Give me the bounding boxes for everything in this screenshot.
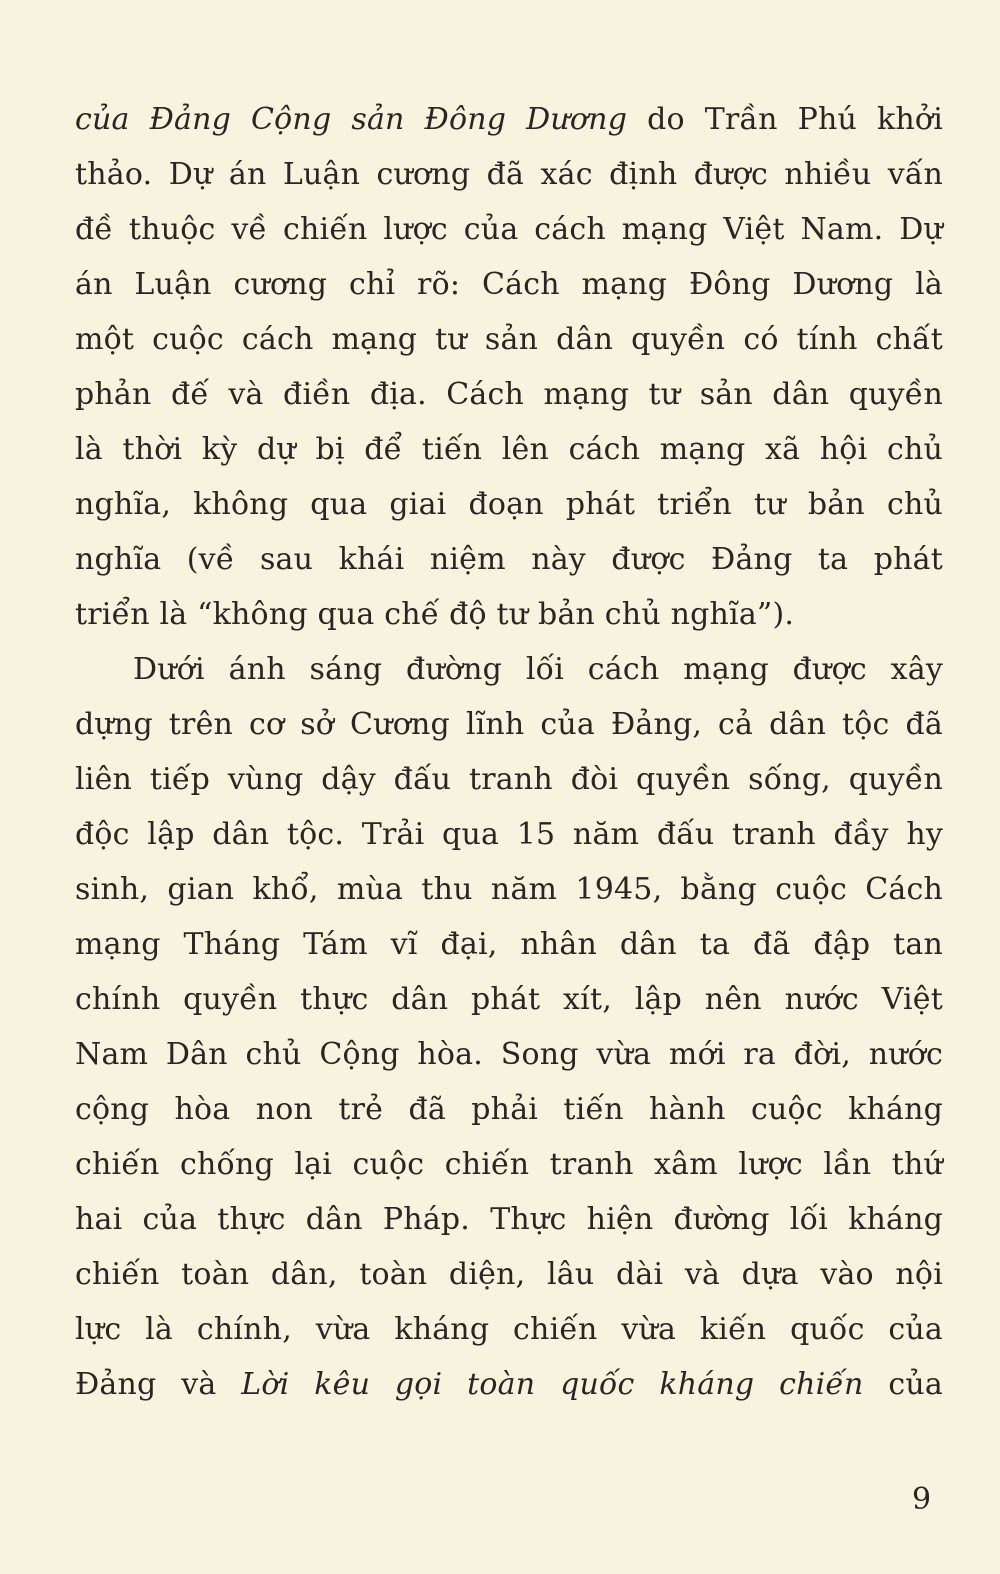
- text-line: [75, 972, 943, 1027]
- text-segment: là thời kỳ dự bị để tiến lên cách mạng xã hội chủ: [75, 432, 943, 467]
- text-line: [75, 587, 943, 642]
- text-segment: độc lập dân tộc. Trải qua 15 năm đấu tranh đầy hy: [75, 817, 943, 852]
- text-segment: chiến chống lại cuộc chiến tranh xâm lược lần thứ: [75, 1147, 943, 1182]
- text-segment: một cuộc cách mạng tư sản dân quyền có tính chất: [75, 322, 943, 357]
- text-line: [75, 312, 943, 367]
- text-line: [75, 147, 943, 202]
- text-segment: chiến toàn dân, toàn diện, lâu dài và dựa vào nội: [75, 1257, 943, 1292]
- italic-text-segment: Lời kêu gọi toàn quốc kháng chiến: [241, 1367, 864, 1402]
- page-number: 9: [912, 1482, 932, 1517]
- text-line: [75, 1137, 943, 1192]
- text-segment: dựng trên cơ sở Cương lĩnh của Đảng, cả dân tộc đã: [75, 707, 943, 742]
- text-segment: chính quyền thực dân phát xít, lập nên nước Việt: [75, 982, 943, 1017]
- text-segment: thảo. Dự án Luận cương đã xác định được nhiều vấn: [75, 157, 943, 192]
- text-segment: lực là chính, vừa kháng chiến vừa kiến quốc của: [75, 1312, 943, 1347]
- text-segment: liên tiếp vùng dậy đấu tranh đòi quyền sống, quyền: [75, 762, 943, 797]
- text-segment: Đảng và: [75, 1367, 242, 1402]
- text-line: [75, 807, 943, 862]
- text-line: [75, 697, 943, 752]
- text-line: [75, 257, 943, 312]
- text-segment: án Luận cương chỉ rõ: Cách mạng Đông Dương là: [75, 267, 943, 302]
- text-line: [75, 1357, 943, 1412]
- text-segment: sinh, gian khổ, mùa thu năm 1945, bằng cuộc Cách: [75, 872, 943, 907]
- text-segment: Nam Dân chủ Cộng hòa. Song vừa mới ra đời, nước: [75, 1037, 943, 1072]
- text-line: [75, 1302, 943, 1357]
- text-segment: hai của thực dân Pháp. Thực hiện đường lối kháng: [75, 1202, 943, 1237]
- text-segment: do Trần Phú khởi: [627, 102, 943, 137]
- text-segment: mạng Tháng Tám vĩ đại, nhân dân ta đã đập tan: [75, 927, 943, 962]
- text-line: [75, 92, 943, 147]
- text-line: [75, 422, 943, 477]
- text-line: [75, 752, 943, 807]
- text-line: [75, 202, 943, 257]
- text-line: [75, 862, 943, 917]
- text-segment: đề thuộc về chiến lược của cách mạng Việt Nam. Dự: [75, 212, 943, 247]
- text-line: [75, 642, 943, 697]
- text-line: [75, 477, 943, 532]
- text-segment: nghĩa, không qua giai đoạn phát triển tư bản chủ: [75, 487, 943, 522]
- text-line: [75, 367, 943, 422]
- text-line: [75, 917, 943, 972]
- text-line: [75, 1082, 943, 1137]
- text-line: [75, 1027, 943, 1082]
- text-segment: của: [863, 1367, 943, 1402]
- text-segment: triển là “không qua chế độ tư bản chủ nghĩa”).: [75, 597, 795, 632]
- italic-text-segment: của Đảng Cộng sản Đông Dương: [75, 102, 628, 137]
- text-line: [75, 532, 943, 587]
- text-segment: nghĩa (về sau khái niệm này được Đảng ta phát: [75, 542, 943, 577]
- text-segment: phản đế và điền địa. Cách mạng tư sản dân quyền: [75, 377, 943, 412]
- text-segment: cộng hòa non trẻ đã phải tiến hành cuộc kháng: [75, 1092, 943, 1127]
- body-text: [75, 92, 943, 1412]
- text-line: [75, 1247, 943, 1302]
- text-segment: Dưới ánh sáng đường lối cách mạng được xây: [133, 652, 943, 687]
- text-line: [75, 1192, 943, 1247]
